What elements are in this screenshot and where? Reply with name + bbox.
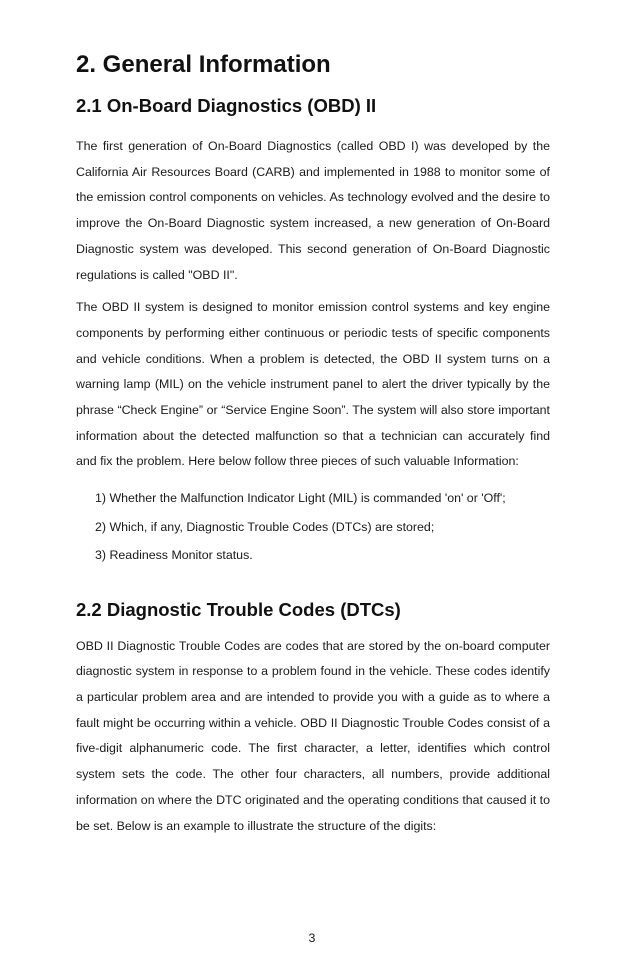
obd-info-list [76,484,550,570]
dtc-heading: 2.2 Diagnostic Trouble Codes (DTCs) [76,598,401,620]
dtc-paragraph-1: OBD II Diagnostic Trouble Codes are codes that are stored by the on-board computer diagnostic system in response to a problem found in the vehicle. These codes identify a particular problem area and are intended to provide you with a guide as to where a fault might be occurring within a vehicle. OBD II Diagnostic Trouble Codes consist of a five-digit alphanumeric code. The first character, a letter, identifies which control system sets the code. The other four characters, all numbers, provide additional information on where the DTC originated and the operating conditions that caused it to be set. Below is an example to illustrate the structure of the digits: [76,638,550,833]
page-content [76,50,550,839]
obd-heading: 2.1 On-Board Diagnostics (OBD) II [76,95,377,116]
list-item: 3) Readiness Monitor status. [95,548,253,563]
obd-paragraph-1: The first generation of On-Board Diagnostics (called OBD I) was developed by the California Air Resources Board (CARB) and implemented in 1988 to monitor some of the emission control components on vehicles. As technology evolved and the desire to improve the On-Board Diagnostic system increased, a new generation of On-Board Diagnostic system was developed. This second generation of On-Board Diagnostic regulations is called "OBD II". [76,139,550,282]
page-number: 3 [308,931,316,945]
list-item: 2) Which, if any, Diagnostic Trouble Codes (DTCs) are stored; [95,519,435,534]
list-item: 1) Whether the Malfunction Indicator Light (MIL) is commanded 'on' or 'Off'; [95,491,506,506]
section-title: 2. General Information [76,51,331,78]
obd-paragraph-2: The OBD II system is designed to monitor emission control systems and key engine components by performing either continuous or periodic tests of specific components and vehicle conditions. When a problem is detected, the OBD II system turns on a warning lamp (MIL) on the vehicle instrument panel to alert the driver typically by the phrase “Check Engine” or “Service Engine Soon”. The system will also store important information about the detected malfunction so that a technician can accurately find and fix the problem. Here below follow three pieces of such valuable Information: [76,300,550,469]
